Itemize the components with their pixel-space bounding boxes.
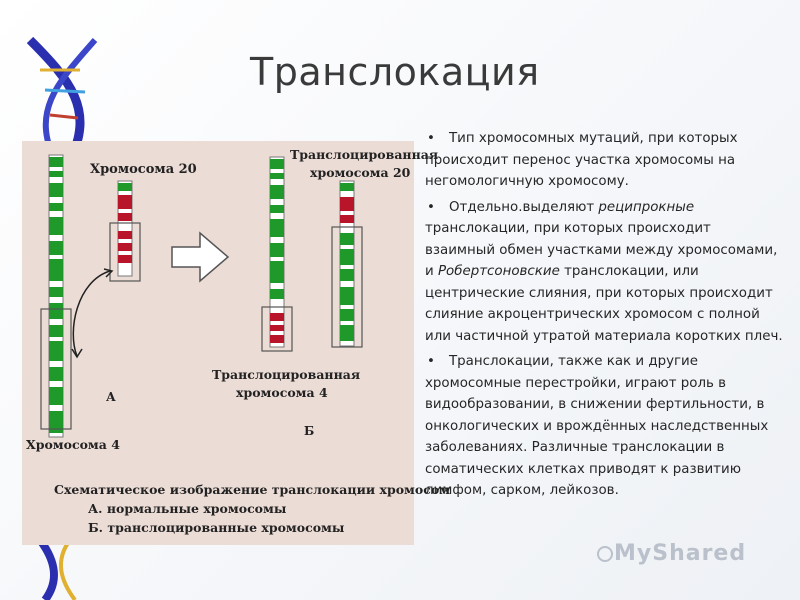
paragraph-2-post: транслокации, при которых происходит взаимный обмен участками между хромосомами, [425,221,778,258]
paragraph-2b-post: транслокации, или центрические слияния, при которых происходит слияние акроцентрических хромосом с полной или частичной утратой материала коротких плеч. [425,264,783,344]
paragraph-3-text: Транслокации, также как и другие хромосомные перестройки, играют роль в видообразовании, в снижении фертильности, в онкологических и врождённых наследственных заболеваниях. Различные транслокации в соматических клетках приводят к развитию лимфом, сарком, лейкозов. [425,354,769,498]
bullet: • [427,131,435,146]
label-a: А [106,390,116,404]
watermark: MyShared [614,541,747,566]
figure-caption-line3: Б. транслоцированные хромосомы [88,520,345,535]
bullet: • [427,199,435,215]
paragraph-2-pre: Отдельно.выделяют [449,199,599,215]
slide-title: Транслокация [250,50,540,94]
label-translocated-4-line2: хромосома 4 [236,385,328,400]
paragraph-2b-pre: и [425,264,438,279]
paragraph-3 [425,351,785,502]
label-chromosome-4: Хромосома 4 [26,437,120,452]
paragraph-2-emphasis: реципрокные [598,199,695,215]
paragraph-2b-emphasis: Робертсоновские [437,264,560,279]
translocated-chromosome-20 [332,181,362,347]
translocated-chromosome-4 [262,157,292,351]
label-translocated-4-line1: Транслоцированная [212,367,361,382]
label-b: Б [304,424,315,438]
figure-caption-line2: А. нормальные хромосомы [88,501,287,516]
chromosome-20 [110,181,140,281]
bullet: • [427,354,435,369]
paragraph-2 [425,197,785,348]
paragraph-1-text: Тип хромосомных мутаций, при которых происходит перенос участка хромосомы на негомологичную хромосому. [425,131,738,189]
translocation-figure [22,141,451,545]
label-chromosome-20: Хромосома 20 [90,162,197,177]
figure-caption-line1: Схематическое изображение транслокации хромосом [54,482,451,497]
label-translocated-20-line1: Транслоцированная [290,147,439,162]
arrow-right-icon [172,233,228,281]
text-column [425,128,785,506]
watermark-icon [596,545,614,563]
paragraph-1 [425,128,785,193]
label-translocated-20-line2: хромосома 20 [310,165,411,180]
chromosome-4 [41,155,71,437]
chromosome-diagram [22,141,451,545]
